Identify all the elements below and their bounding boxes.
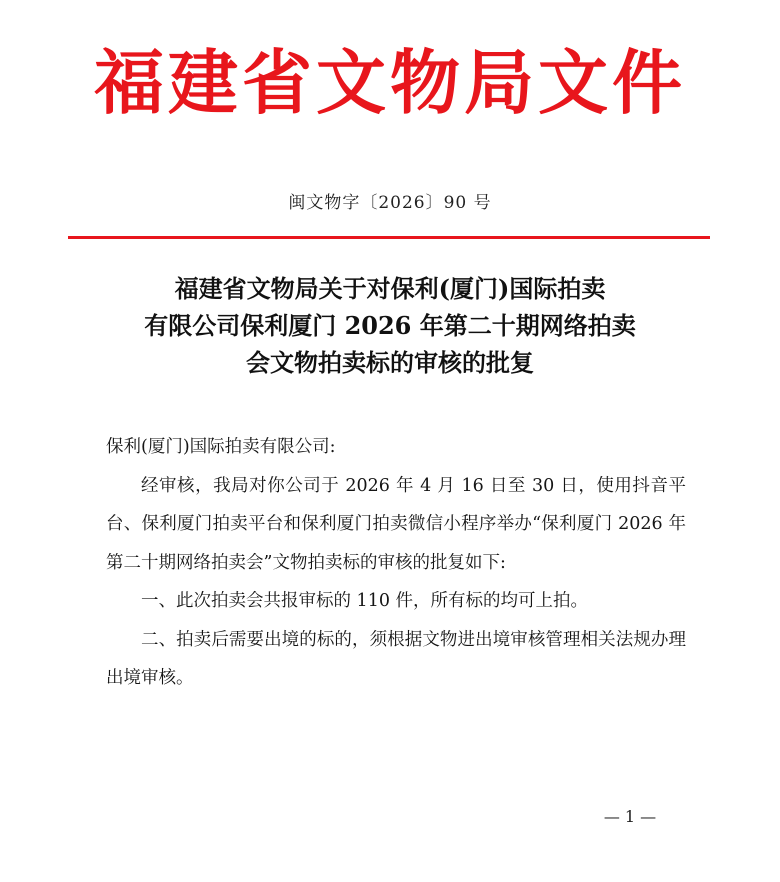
document-header-title: 福建省文物局文件 <box>94 41 686 124</box>
red-divider-line <box>68 236 710 239</box>
title-line: 会文物拍卖标的审核的批复 <box>246 348 534 377</box>
document-number: 闽文物字〔2026〕90 号 <box>288 193 492 213</box>
title-line: 有限公司保利厦门 2026 年第二十期网络拍卖 <box>144 311 636 340</box>
body-paragraph: 二、拍卖后需要出境的标的，须根据文物进出境审核管理相关法规办理出境审核。 <box>106 629 686 688</box>
title-line: 福建省文物局关于对保利(厦门)国际拍卖 <box>174 274 606 303</box>
document-body <box>106 428 686 698</box>
body-paragraph: 经审核，我局对你公司于 2026 年 4 月 16 日至 30 日，使用抖音平台、保利厦门拍卖平台和保利厦门拍卖微信小程序举办“保利厦门 2026 年第二十期网络拍卖会”文物拍卖标的审核的批复如下: <box>106 475 686 573</box>
salutation: 保利(厦门)国际拍卖有限公司: <box>106 437 336 457</box>
page-number: — 1 — <box>603 807 657 826</box>
document-title <box>60 270 720 381</box>
body-paragraph: 一、此次拍卖会共报审标的 110 件，所有标的均可上拍。 <box>141 591 589 611</box>
